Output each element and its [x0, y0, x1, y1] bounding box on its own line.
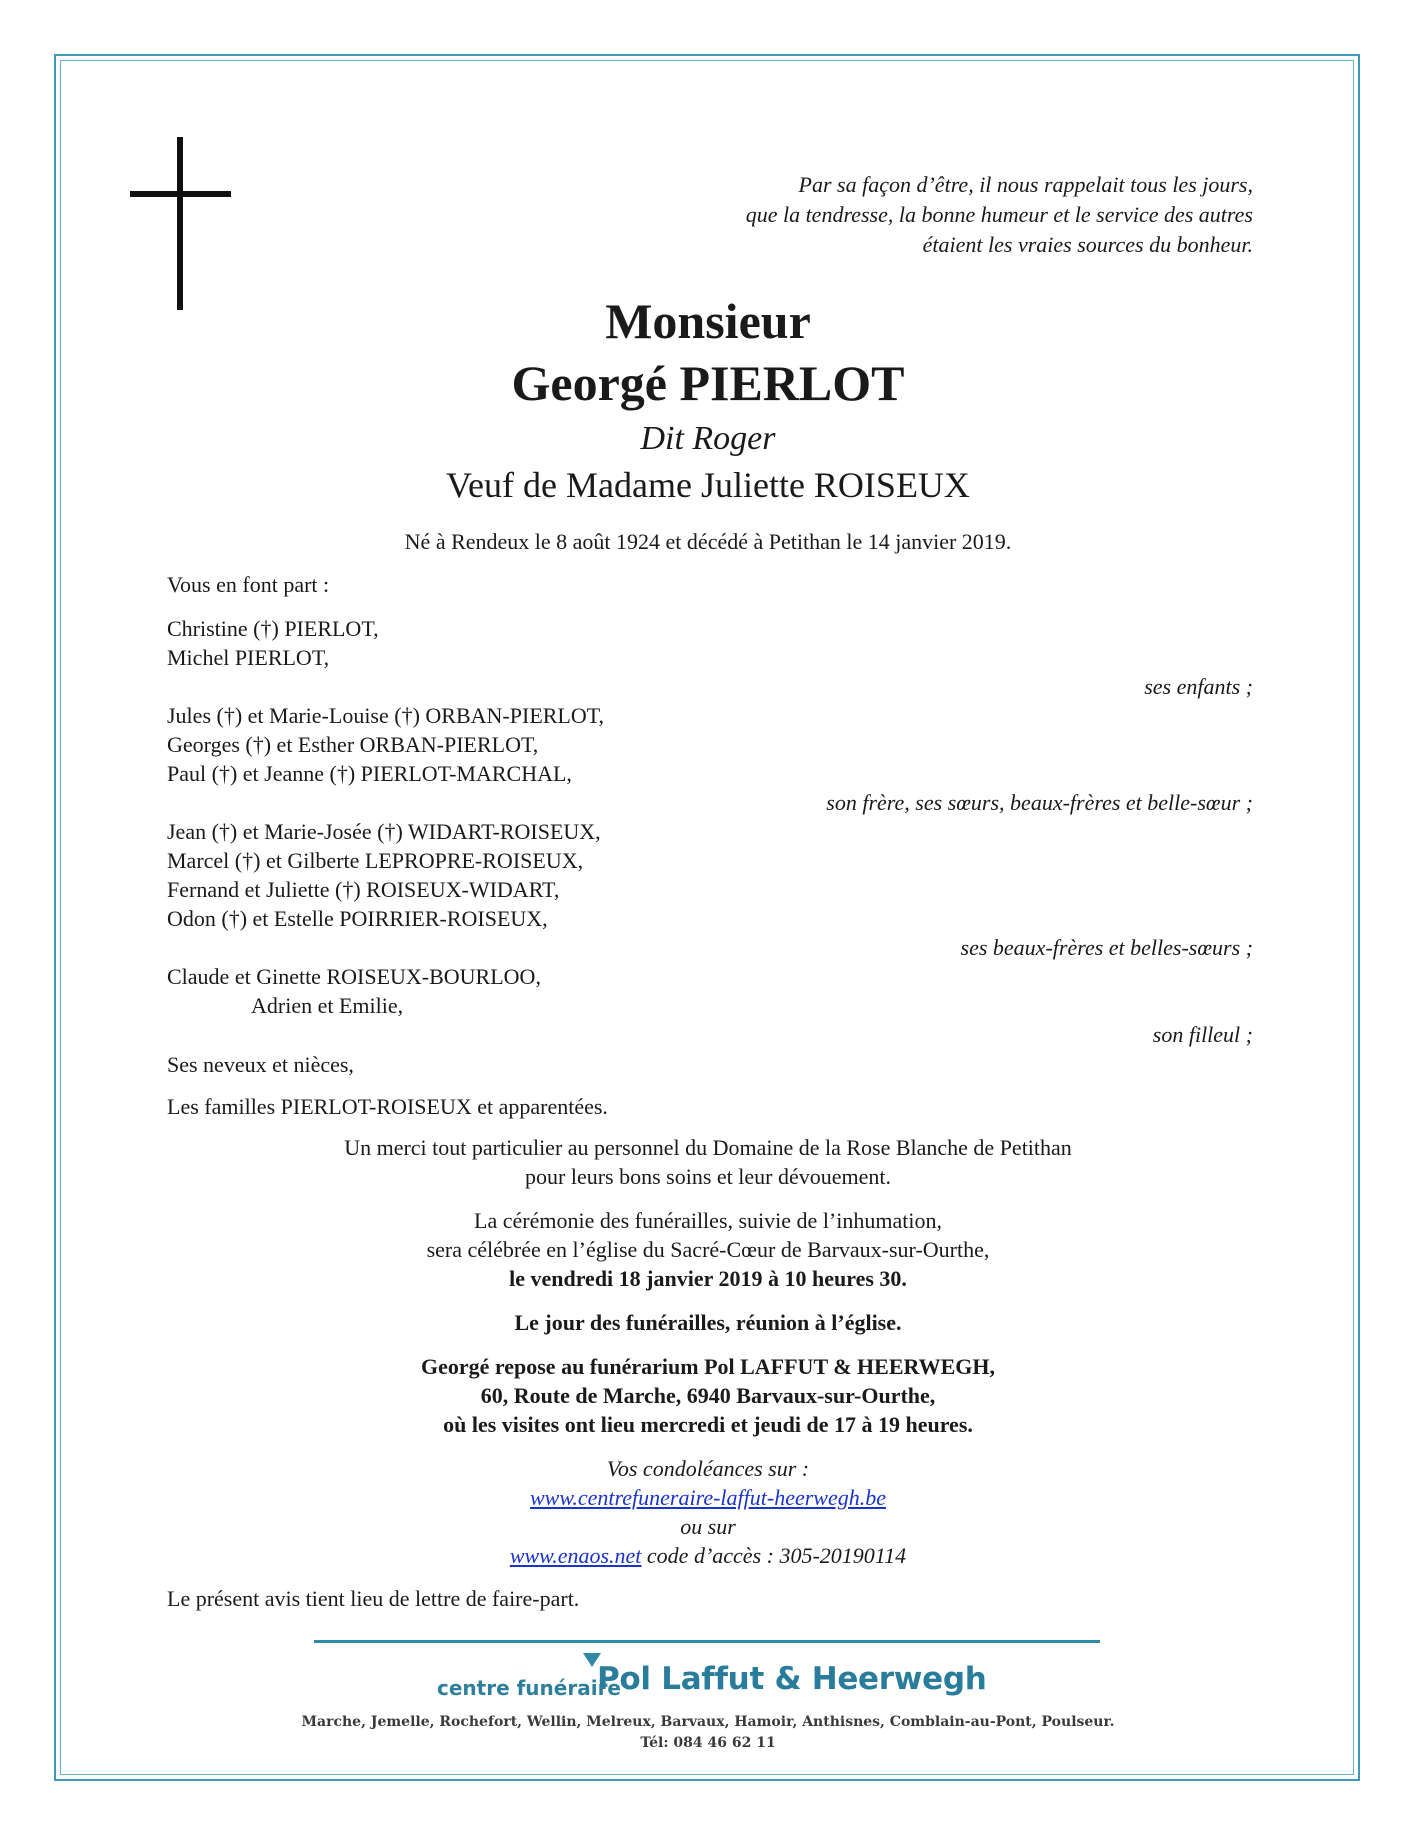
closing-note: Le présent avis tient lieu de lettre de faire-part.: [167, 1586, 580, 1611]
family-line: Odon (†) et Estelle POIRRIER-ROISEUX,: [167, 906, 548, 931]
thanks-line: pour leurs bons soins et leur dévouement.: [525, 1164, 891, 1189]
epigraph: [746, 170, 1253, 260]
families: Les familles PIERLOT-ROISEUX et apparentées.: [167, 1094, 608, 1119]
visitation-line: où les visites ont lieu mercredi et jeudi de 17 à 19 heures.: [443, 1412, 973, 1437]
deceased-alias: Dit Roger: [640, 420, 776, 457]
epigraph-line: étaient les vraies sources du bonheur.: [922, 232, 1253, 257]
ceremony-date: le vendredi 18 janvier 2019 à 10 heures 30.: [509, 1266, 907, 1291]
logo-brand: Pol Laffut & Heerwegh: [597, 1661, 987, 1697]
deceased-name: Georgé PIERLOT: [511, 355, 905, 411]
condolences-intro: Vos condoléances sur :: [606, 1456, 810, 1481]
meeting-note: Le jour des funérailles, réunion à l’église.: [514, 1310, 902, 1335]
family-line: Claude et Ginette ROISEUX-BOURLOO,: [167, 964, 541, 989]
footer-divider: [314, 1640, 1100, 1643]
ceremony-line: sera célébrée en l’église du Sacré-Cœur de Barvaux-sur-Ourthe,: [426, 1237, 990, 1262]
family-line: Marcel (†) et Gilberte LEPROPRE-ROISEUX,: [167, 848, 584, 873]
relation-label: ses beaux-frères et belles-sœurs ;: [960, 935, 1253, 960]
thanks-line: Un merci tout particulier au personnel du Domaine de la Rose Blanche de Petithan: [344, 1135, 1072, 1160]
condolences-or: ou sur: [680, 1514, 736, 1539]
family-line: Fernand et Juliette (†) ROISEUX-WIDART,: [167, 877, 560, 902]
access-code: code d’accès : 305-20190114: [641, 1543, 907, 1568]
condolences-link-row: [0, 1483, 1416, 1512]
nephews: Ses neveux et nièces,: [167, 1052, 354, 1077]
deceased-title: Monsieur: [605, 293, 811, 349]
widow-of: Veuf de Madame Juliette ROISEUX: [446, 465, 970, 505]
relation-label: son frère, ses sœurs, beaux-frères et belle-sœur ;: [826, 790, 1253, 815]
relation-label: son filleul ;: [1152, 1022, 1253, 1047]
announce: Vous en font part :: [167, 572, 330, 597]
relation-label: ses enfants ;: [1144, 674, 1253, 699]
family-line: Jean (†) et Marie-Josée (†) WIDART-ROISEUX,: [167, 819, 601, 844]
family-line: Paul (†) et Jeanne (†) PIERLOT-MARCHAL,: [167, 761, 572, 786]
family-line: Jules (†) et Marie-Louise (†) ORBAN-PIERLOT,: [167, 703, 605, 728]
birth-death: Né à Rendeux le 8 août 1924 et décédé à Petithan le 14 janvier 2019.: [404, 529, 1012, 554]
enaos-link[interactable]: www.enaos.net: [509, 1543, 642, 1568]
funeral-home-link[interactable]: www.centrefuneraire-laffut-heerwegh.be: [530, 1485, 886, 1510]
family-line: Adrien et Emilie,: [251, 993, 404, 1018]
visitation-line: Georgé repose au funérarium Pol LAFFUT & HEERWEGH,: [420, 1354, 996, 1379]
logo-prefix: centre funéraire: [437, 1676, 621, 1700]
visitation-line: 60, Route de Marche, 6940 Barvaux-sur-Ourthe,: [480, 1383, 936, 1408]
ceremony-line: La cérémonie des funérailles, suivie de l’inhumation,: [474, 1208, 942, 1233]
epigraph-line: que la tendresse, la bonne humeur et le service des autres: [745, 202, 1253, 227]
epigraph-line: Par sa façon d’être, il nous rappelait tous les jours,: [798, 172, 1253, 197]
family-line: Michel PIERLOT,: [167, 645, 330, 670]
family-line: Christine (†) PIERLOT,: [167, 616, 379, 641]
logo-phone: Tél: 084 46 62 11: [640, 1735, 776, 1751]
condolences-enaos-row: [0, 1541, 1416, 1570]
family-line: Georges (†) et Esther ORBAN-PIERLOT,: [167, 732, 539, 757]
logo-towns: Marche, Jemelle, Rochefort, Wellin, Melreux, Barvaux, Hamoir, Anthisnes, Comblain-au-Pont, Poulseur.: [301, 1714, 1115, 1730]
